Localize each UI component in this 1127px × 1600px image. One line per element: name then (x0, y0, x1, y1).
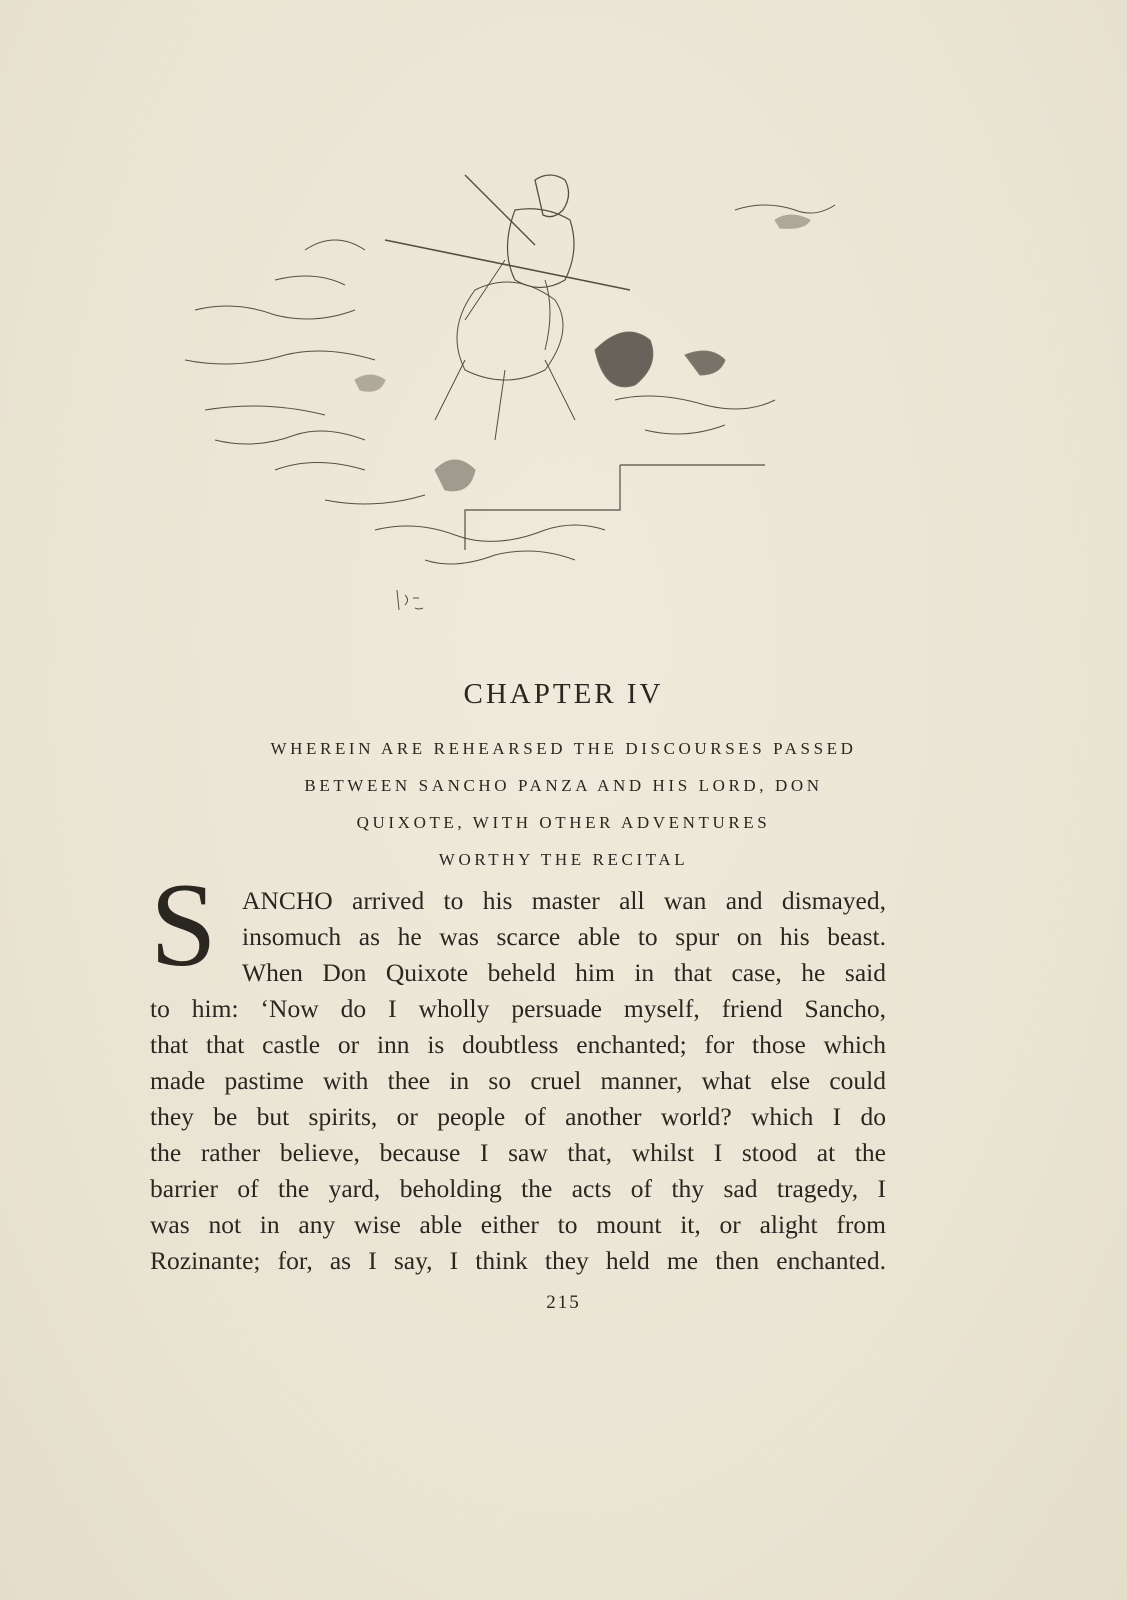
text-line: Rozinante; for, as I say, I think they held me then enchanted. (150, 1246, 886, 1275)
text-line: When Don Quixote beheld him in that case, he said (242, 958, 886, 987)
text-line: was not in any wise able either to mount it, or alight from (150, 1210, 886, 1239)
text-line: to him: ‘Now do I wholly persuade myself, friend Sancho, (150, 994, 886, 1023)
subtitle-line: WORTHY THE RECITAL (438, 850, 689, 869)
page-number: 215 (546, 1292, 581, 1313)
text-line: ANCHO arrived to his master all wan and dismayed, (242, 886, 886, 915)
subtitle-line: WHEREIN ARE REHEARSED THE DISCOURSES PASSED (270, 739, 857, 758)
text-line: insomuch as he was scarce able to spur on his beast. (242, 922, 886, 951)
body-paragraph (150, 883, 886, 1279)
chapter-title: CHAPTER IV (463, 678, 664, 710)
chapter-subtitle (150, 730, 977, 878)
subtitle-line: QUIXOTE, WITH OTHER ADVENTURES (356, 813, 771, 832)
knight-charging-illustration-icon (175, 140, 875, 640)
subtitle-line: BETWEEN SANCHO PANZA AND HIS LORD, DON (304, 776, 823, 795)
text-line: the rather believe, because I saw that, whilst I stood at the (150, 1138, 886, 1167)
text-line: barrier of the yard, beholding the acts of thy sad tragedy, I (150, 1174, 886, 1203)
text-line: made pastime with thee in so cruel manner, what else could (150, 1066, 886, 1095)
text-line: they be but spirits, or people of another world? which I do (150, 1102, 886, 1131)
drop-cap: S (150, 858, 217, 991)
text-line: that that castle or inn is doubtless enchanted; for those which (150, 1030, 886, 1059)
